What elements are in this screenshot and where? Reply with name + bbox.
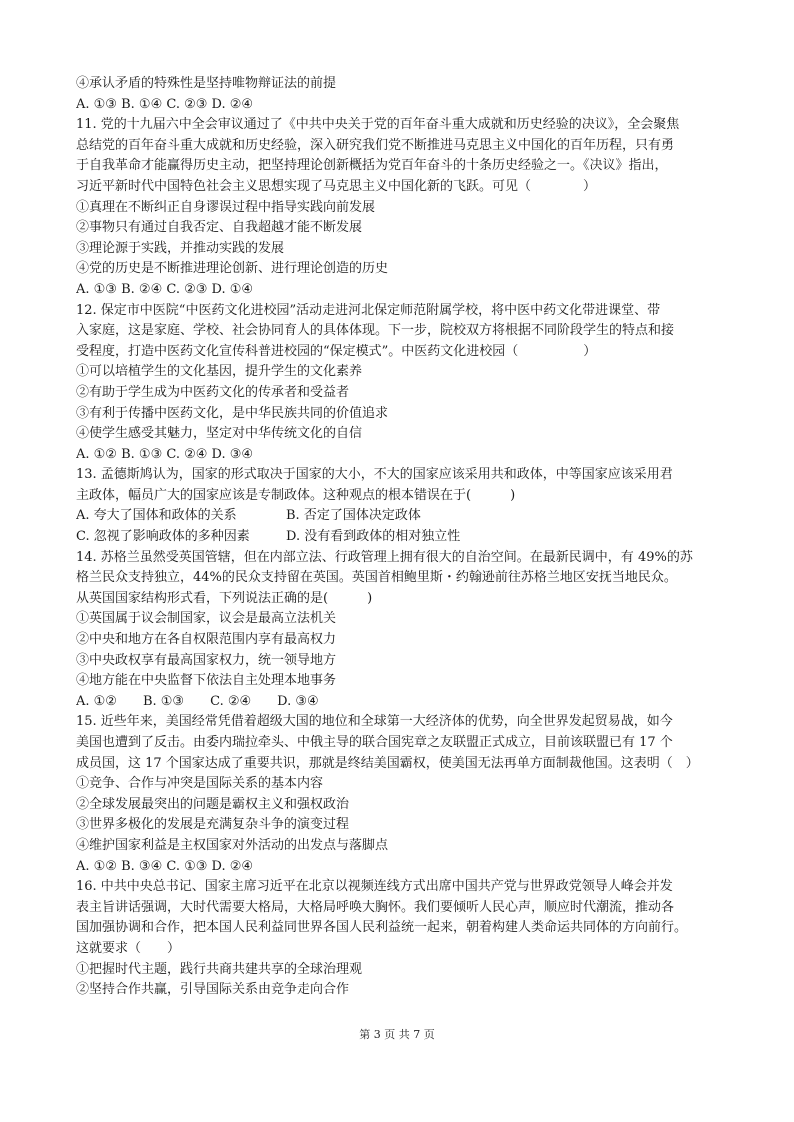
q13-option-d: D. 没有看到政体的相对独立性 (286, 529, 461, 545)
q16-stem-line: 国加强协调和合作，把本国人民利益同世界各国人民利益统一起来，朝着构建人类命运共同体的方向前行。 (76, 920, 688, 936)
q12-item-3: ③有利于传播中医药文化，是中华民族共同的价值追求 (76, 405, 389, 421)
q12-item-2: ②有助于学生成为中医药文化的传承者和受益者 (76, 384, 350, 400)
q13-option-b: B. 否定了国体决定政体 (286, 508, 421, 524)
q11-stem-line: 于自我革命才能赢得历史主动，把坚持理论创新概括为党百年奋斗的十条历史经验之一。《决议》指出， (76, 158, 668, 174)
q14-stem-line: 14. 苏格兰虽然受英国管辖，但在内部立法、行政管理上拥有很大的自治空间。在最新民调中，有 49%的苏 (76, 549, 693, 565)
page-footer: 第 3 页 共 7 页 (359, 1028, 435, 1041)
exam-page (76, 74, 726, 1001)
q12-stem-line: 入家庭，这是家庭、学校、社会协同育人的具体体现。下一步，院校双方将根据不同阶段学生的特点和接 (76, 323, 675, 339)
q15-stem-line: 15. 近些年来，美国经常凭借着超级大国的地位和全球第一大经济体的优势，向全世界发起贸易战，如今 (76, 714, 673, 730)
q13-stem-line: 13. 孟德斯鸠认为，国家的形式取决于国家的大小，不大的国家应该采用共和政体，中等国家应该采用君 (76, 467, 673, 483)
q14-stem-line: 从英国国家结构形式看，下列说法正确的是( ) (76, 590, 373, 606)
q15-item-1: ①竞争、合作与冲突是国际关系的基本内容 (76, 776, 324, 792)
q11-stem-line: 习近平新时代中国特色社会主义思想实现了马克思主义中国化新的飞跃。可见（ ） (76, 178, 597, 194)
q11-item-3: ③理论源于实践，并推动实践的发展 (76, 240, 285, 256)
q15-stem-line: 美国也遭到了反击。由委内瑞拉牵头、中俄主导的联合国宪章之友联盟正式成立，目前该联盟已有 17 个 (76, 735, 673, 750)
q12-item-4: ④使学生感受其魅力，坚定对中华传统文化的自信 (76, 426, 363, 442)
q15-item-3: ③世界多极化的发展是充满复杂斗争的演变过程 (76, 817, 350, 833)
q11-stem-line: 总结党的百年奋斗重大成就和历史经验，深入研究我们党不断推进马克思主义中国化的百年历程，只有勇 (76, 137, 675, 153)
q14-stem-line: 格兰民众支持独立，44%的民众支持留在英国。英国首相鲍里斯・约翰逊前往苏格兰地区安抚当地民众。 (76, 570, 677, 586)
q11-item-2: ②事物只有通过自我否定、自我超越才能不断发展 (76, 220, 363, 236)
q15-stem-line: 成员国，这 17 个国家达成了重要共识，那就是终结美国霸权，使美国无法再单方面制裁他国。这表明（ ） (76, 755, 699, 771)
q13-option-c: C. 忽视了影响政体的多种因素 (76, 529, 250, 545)
q16-stem-line: 16. 中共中央总书记、国家主席习近平在北京以视频连线方式出席中国共产党与世界政党领导人峰会并发 (76, 879, 673, 895)
q13-option-a: A. 夸大了国体和政体的关系 (76, 508, 237, 524)
q12-stem-line: 受程度，打造中医药文化宣传科普进校园的“保定模式”。中医药文化进校园（ ） (76, 343, 597, 359)
q13-option-row (76, 506, 726, 527)
q13-stem-line: 主政体，幅员广大的国家应该是专制政体。这种观点的根本错误在于( ) (76, 487, 516, 503)
q15-item-4: ④维护国家利益是主权国家对外活动的出发点与落脚点 (76, 837, 389, 853)
q13-option-row (76, 527, 726, 548)
q14-item-2: ②中央和地方在各自权限范围内享有最高权力 (76, 632, 337, 648)
q16-item-1: ①把握时代主题，践行共商共建共享的全球治理观 (76, 961, 363, 977)
q14-item-4: ④地方能在中央监督下依法自主处理本地事务 (76, 673, 337, 689)
q15-options: A. ①② B. ③④ C. ①③ D. ②④ (76, 858, 254, 874)
q11-item-4: ④党的历史是不断推进理论创新、进行理论创造的历史 (76, 261, 389, 277)
q11-options: A. ①③ B. ②④ C. ②③ D. ①④ (76, 281, 254, 297)
q14-item-1: ①英国属于议会制国家，议会是最高立法机关 (76, 611, 337, 627)
q12-stem-line: 12. 保定市中医院“中医药文化进校园”活动走进河北保定师范附属学校，将中医中药文化带进课堂、带 (76, 302, 661, 318)
q15-item-2: ②全球发展最突出的问题是霸权主义和强权政治 (76, 796, 350, 812)
q14-item-3: ③中央政权享有最高国家权力，统一领导地方 (76, 652, 337, 668)
q10-item-4: ④承认矛盾的特殊性是坚持唯物辩证法的前提 (76, 76, 337, 91)
q16-stem-line: 表主旨讲话强调，大时代需要大格局，大格局呼唤大胸怀。我们要倾听人民心声，顺应时代潮流，推动各 (76, 899, 675, 915)
q12-item-1: ①可以培植学生的文化基因，提升学生的文化素养 (76, 364, 363, 380)
q11-stem-line: 11. 党的十九届六中全会审议通过了《中共中央关于党的百年奋斗重大成就和历史经验的决议》，全会聚焦 (76, 117, 680, 133)
q11-item-1: ①真理在不断纠正自身谬误过程中指导实践向前发展 (76, 199, 376, 215)
q10-options: A. ①③ B. ①④ C. ②③ D. ②④ (76, 96, 254, 112)
q16-stem-line: 这就要求（ ） (76, 940, 181, 956)
q12-options: A. ①② B. ①③ C. ②④ D. ③④ (76, 446, 254, 462)
q16-item-2: ②坚持合作共赢，引导国际关系由竞争走向合作 (76, 982, 350, 998)
q14-options: A. ①② B. ①③ C. ②④ D. ③④ (76, 693, 319, 709)
